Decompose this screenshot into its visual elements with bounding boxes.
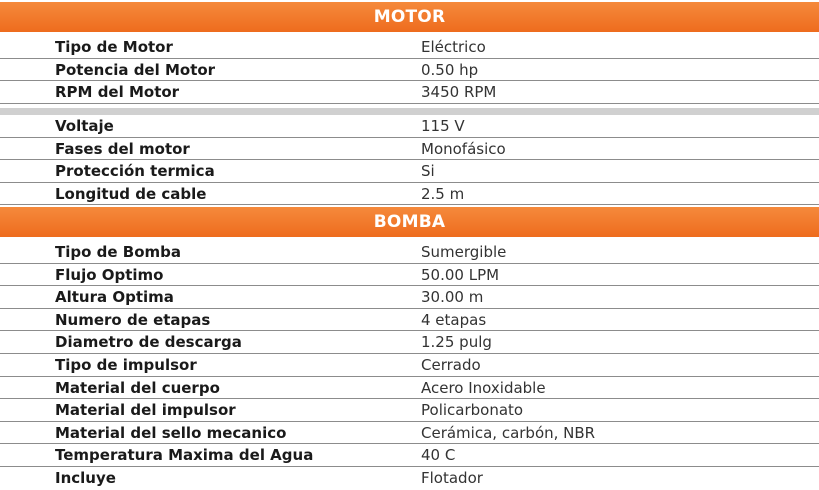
table-row: [0, 36, 819, 59]
section-title: BOMBA: [373, 212, 446, 232]
table-row: [0, 59, 819, 82]
row-value: Cerrado: [421, 355, 481, 374]
table-row: [0, 264, 819, 287]
row-value: Sumergible: [421, 243, 507, 261]
row-value: 1.25 pulg: [421, 333, 492, 352]
section-divider: [0, 108, 819, 115]
table-row: [0, 444, 819, 467]
table-row: [0, 377, 819, 400]
row-label: Material del impulsor: [55, 401, 236, 420]
row-value: 30.00 m: [421, 288, 484, 307]
row-label: Material del cuerpo: [55, 378, 220, 397]
row-label: Fases del motor: [55, 139, 190, 158]
table-row: [0, 422, 819, 445]
row-label: Temperatura Maxima del Agua: [55, 446, 314, 465]
row-label: Altura Optima: [55, 288, 174, 307]
row-label: Tipo de Bomba: [55, 243, 181, 261]
table-row: [0, 467, 819, 490]
row-value: 2.5 m: [421, 184, 465, 203]
row-value: Flotador: [421, 468, 483, 487]
row-label: Numero de etapas: [55, 310, 211, 329]
row-label: Longitud de cable: [55, 184, 207, 203]
row-label: Material del sello mecanico: [55, 423, 287, 442]
row-label: Incluye: [55, 468, 116, 487]
row-value: Policarbonato: [421, 401, 524, 420]
table-row: [0, 399, 819, 422]
table-row: [0, 241, 819, 264]
row-label: Tipo de Motor: [55, 38, 173, 56]
row-label: Protección termica: [55, 162, 215, 181]
row-value: 0.50 hp: [421, 60, 479, 79]
section-header-bomba: [0, 207, 819, 237]
table-row: [0, 286, 819, 309]
table-row: [0, 138, 819, 161]
row-value: Monofásico: [421, 139, 506, 158]
row-label: Flujo Optimo: [55, 265, 164, 284]
row-value: Acero Inoxidable: [421, 378, 546, 397]
row-value: 40 C: [421, 446, 456, 465]
table-row: [0, 160, 819, 183]
bomba-table: [0, 241, 819, 490]
row-label: Tipo de impulsor: [55, 355, 197, 374]
table-row: [0, 309, 819, 332]
table-row: [0, 331, 819, 354]
row-value: Cerámica, carbón, NBR: [421, 423, 596, 442]
row-value: Si: [421, 162, 435, 181]
motor-table-a: [0, 36, 819, 104]
row-value: 3450 RPM: [421, 83, 497, 102]
section-title: MOTOR: [373, 7, 446, 27]
row-label: Voltaje: [55, 117, 114, 135]
row-value: 115 V: [421, 117, 465, 135]
table-row: [0, 354, 819, 377]
motor-table-b: [0, 115, 819, 205]
row-label: Diametro de descarga: [55, 333, 242, 352]
row-value: 4 etapas: [421, 310, 487, 329]
row-value: 50.00 LPM: [421, 265, 500, 284]
section-header-motor: [0, 2, 819, 32]
row-label: RPM del Motor: [55, 83, 180, 102]
table-row: [0, 183, 819, 206]
row-label: Potencia del Motor: [55, 60, 216, 79]
table-row: [0, 115, 819, 138]
row-value: Eléctrico: [421, 38, 486, 56]
table-row: [0, 81, 819, 104]
